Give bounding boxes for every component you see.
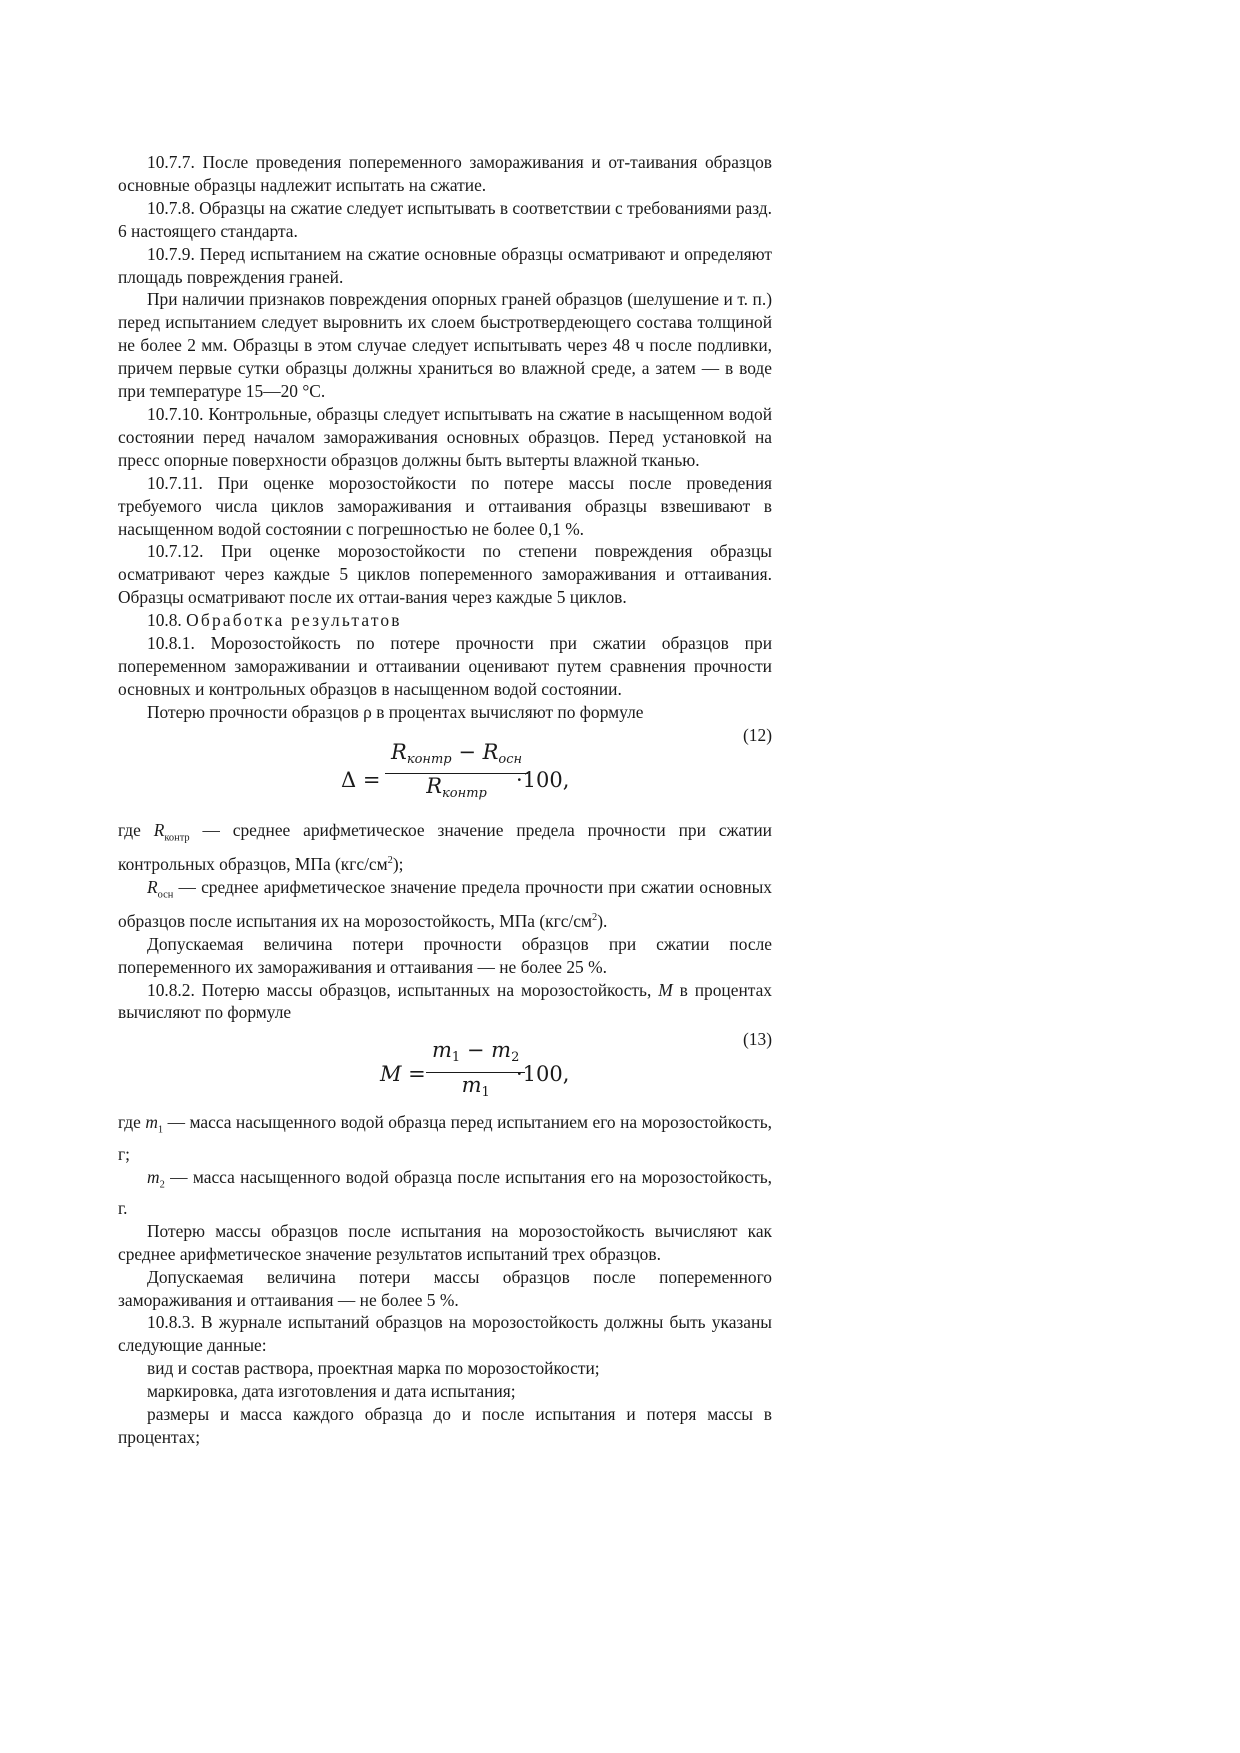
formula-13-lhs: M = — [380, 1062, 426, 1087]
paragraph-10-7-9: 10.7.9. Перед испытанием на сжатие основные образцы осматривают и определяют площадь повреждения граней. — [118, 243, 772, 287]
formula-13-fraction — [426, 1039, 525, 1105]
definition-m2: $m_2$ — масса насыщенного водой образца после испытания его на морозостойкость, г. — [118, 1166, 772, 1218]
list-item-marking-dates: маркировка, дата изготовления и дата испытания; — [147, 1381, 516, 1402]
formula-12 — [118, 739, 772, 819]
document-body — [118, 151, 772, 1449]
paragraph-mass-loss-limit: Допускаемая величина потери массы образцов после попеременного замораживания и оттаивания — не более 5 %. — [118, 1266, 772, 1310]
formula-13-numerator: m1 − m2 — [432, 1038, 520, 1066]
paragraph-mass-loss-average: Потерю массы образцов после испытания на морозостойкость вычисляют как среднее арифметическое значение результатов испытаний трех образцов. — [118, 1220, 772, 1264]
paragraph-10-7-12: 10.7.12. При оценке морозостойкости по степени повреждения образцы осматривают через каждые 5 циклов попеременного замораживания и оттаивания. Образцы осматривают после их оттаи-вания через каждые 5 циклов. — [118, 541, 772, 608]
paragraph-10-8-3: 10.8.3. В журнале испытаний образцов на морозостойкость должны быть указаны следующие данные: — [118, 1312, 772, 1356]
list-item-dimensions-mass: размеры и масса каждого образца до и после испытания и потеря массы в процентах; — [118, 1404, 772, 1447]
paragraph-strength-loss-intro: Потерю прочности образцов ρ в процентах вычисляют по формуле — [147, 701, 644, 722]
formula-12-numerator: Rконтр − Rосн — [391, 739, 523, 767]
section-heading-title: Обработка результатов — [186, 610, 402, 631]
section-heading-number: 10.8. — [147, 610, 182, 631]
paragraph-10-8-1: 10.8.1. Морозостойкость по потере прочности при сжатии образцов при попеременном замораживании и оттаивании оценивают путем сравнения прочности основных и контрольных образцов в насыщенном водой состоянии. — [118, 633, 772, 699]
equation-number-12: (12) — [743, 724, 772, 745]
formula-12-fraction — [385, 741, 528, 807]
paragraph-damaged-faces: При наличии признаков повреждения опорных граней образцов (шелушение и т. п.) перед испытанием следует выровнить их слоем быстротвердеющего состава толщиной не более 2 мм. Образцы в этом случае следует испытывать через 48 ч после подливки, причем первые сутки образцы должны храниться во влажной среде, а затем — в воде при температуре 15—20 °С. — [118, 289, 772, 402]
paragraph-10-8-2: 10.8.2. Потерю массы образцов, испытанных на морозостойкость, M в процентах вычисляют по формуле — [118, 979, 772, 1023]
formula-13-tail: ·100, — [516, 1062, 570, 1087]
definition-r-kontr: где $R_{контр}$ — среднее арифметическое значение предела прочности при сжатии контрольных образцов, МПа $(кгс/см^2)$; — [118, 819, 772, 874]
formula-12-fraction-bar — [385, 773, 528, 774]
definition-r-osn: $R_{осн}$ — среднее арифметическое значение предела прочности при сжатии основных образцов после испытания их на морозостойкость, МПа $(кгс/см^2)$. — [118, 876, 772, 931]
equation-number-13: (13) — [743, 1029, 772, 1050]
formula-13-denominator: m1 — [461, 1073, 490, 1101]
section-heading-10-8 — [118, 609, 772, 632]
formula-12-tail: ·100, — [516, 767, 570, 792]
paragraph-strength-loss-limit: Допускаемая величина потери прочности образцов при сжатии после попеременного их замораживания и оттаивания — не более 25 %. — [118, 933, 772, 977]
definition-m1: где $m_1$ — масса насыщенного водой образца перед испытанием его на морозостойкость, г; — [118, 1112, 772, 1164]
paragraph-10-7-10: 10.7.10. Контрольные, образцы следует испытывать на сжатие в насыщенном водой состоянии перед началом замораживания основных образцов. Перед установкой на пресс опорные поверхности образцов должны быть вытерты влажной тканью. — [118, 403, 772, 470]
paragraph-10-7-7: 10.7.7. После проведения попеременного замораживания и от-таивания образцов основные образцы надлежит испытать на сжатие. — [118, 152, 772, 195]
formula-12-lhs: Δ = — [341, 767, 381, 792]
paragraph-10-7-8: 10.7.8. Образцы на сжатие следует испытывать в соответствии с требованиями разд. 6 настоящего стандарта. — [118, 197, 772, 241]
formula-12-denominator: Rконтр — [426, 774, 487, 802]
list-item-mortar-type: вид и состав раствора, проектная марка по морозостойкости; — [147, 1358, 600, 1379]
paragraph-10-7-11: 10.7.11. При оценке морозостойкости по потере массы после проведения требуемого числа циклов замораживания и оттаивания образцы взвешивают в насыщенном водой состоянии с погрешностью не более 0,1 %. — [118, 472, 772, 539]
